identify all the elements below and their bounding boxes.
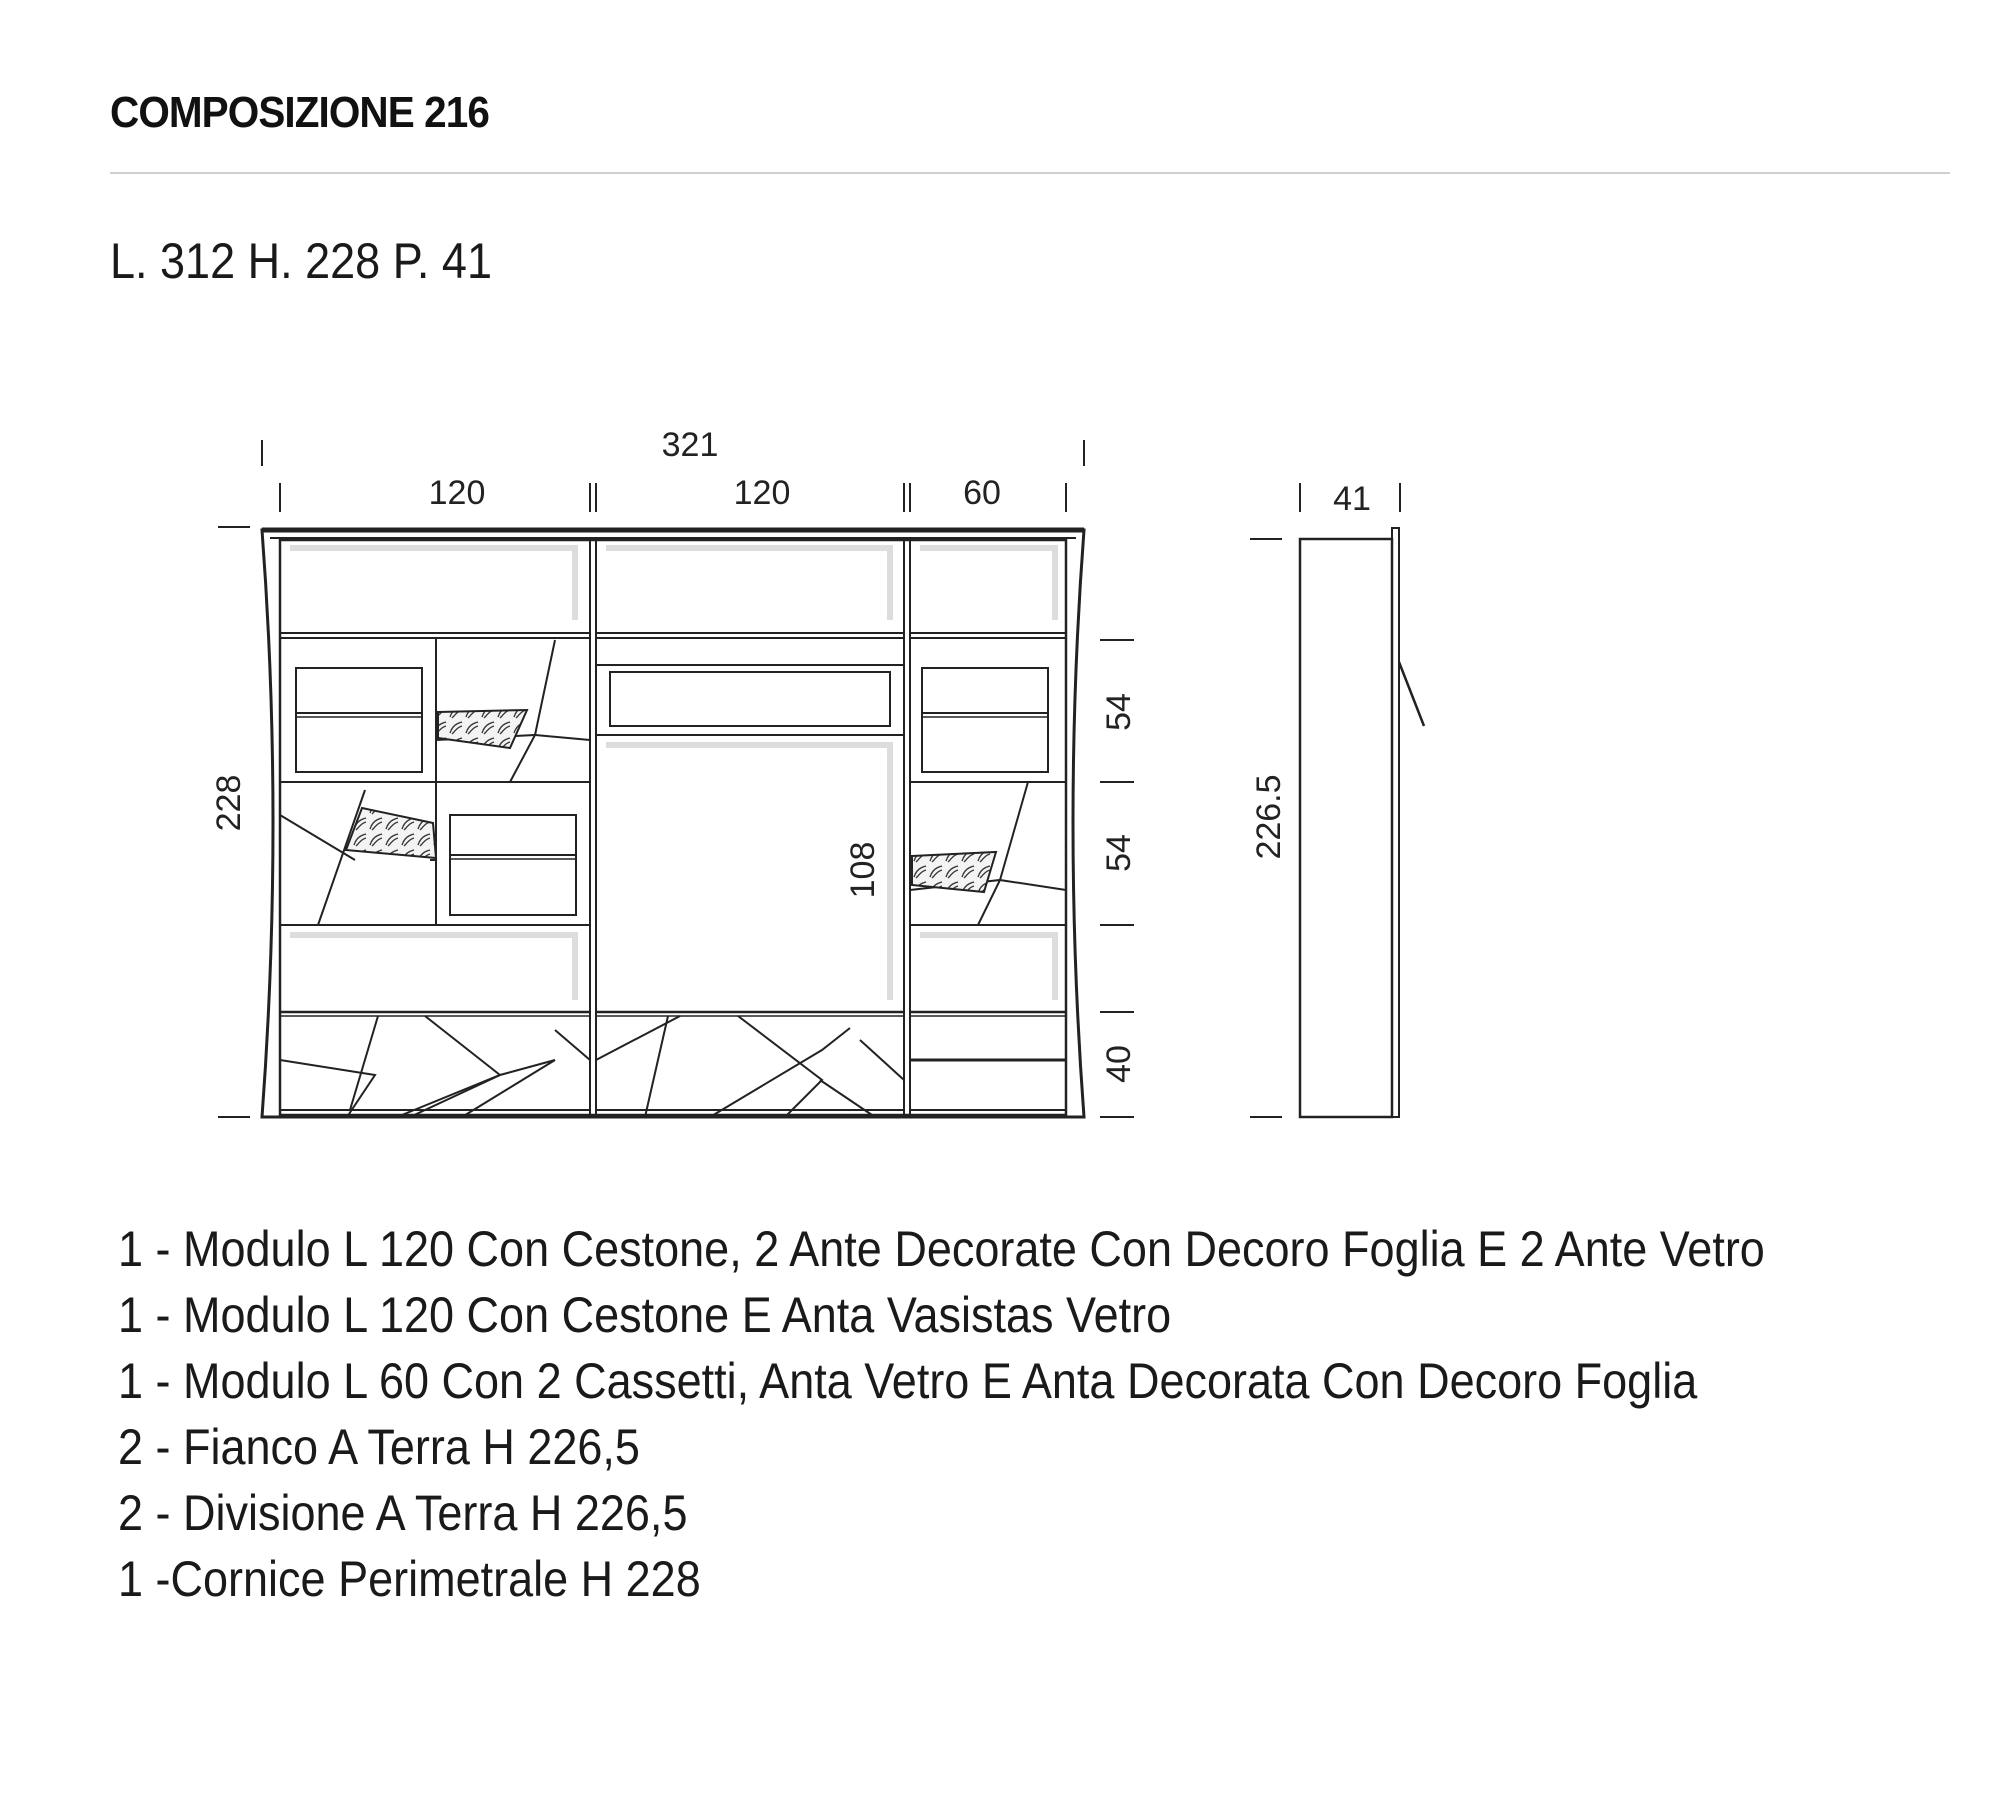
dim-width-module-1: 120 xyxy=(428,474,486,512)
list-item: 1 - Modulo L 120 Con Cestone E Anta Vasistas Vetro xyxy=(118,1287,1172,1343)
overall-dimensions: L. 312 H. 228 P. 41 xyxy=(110,233,492,289)
page-title: COMPOSIZIONE 216 xyxy=(110,88,489,137)
dim-total-width: 321 xyxy=(661,426,719,464)
list-item: 2 - Divisione A Terra H 226,5 xyxy=(118,1485,688,1541)
dim-width-module-2: 120 xyxy=(733,474,791,512)
dim-right-height-1: 54 xyxy=(1100,693,1138,731)
list-item: 1 - Modulo L 60 Con 2 Cassetti, Anta Vetro E Anta Decorata Con Decoro Foglia xyxy=(118,1353,1698,1409)
dim-right-height-2: 54 xyxy=(1100,834,1138,872)
dim-center-door-height: 108 xyxy=(844,841,882,899)
list-item: 1 -Cornice Perimetrale H 228 xyxy=(118,1551,701,1607)
composition-list xyxy=(118,1216,1948,1612)
dim-width-module-3: 60 xyxy=(963,474,1001,512)
dim-side-height: 226.5 xyxy=(1250,774,1288,860)
list-item: 1 - Modulo L 120 Con Cestone, 2 Ante Decorate Con Decoro Foglia E 2 Ante Vetro xyxy=(118,1221,1765,1277)
list-item: 2 - Fianco A Terra H 226,5 xyxy=(118,1419,640,1475)
dim-right-height-3: 40 xyxy=(1100,1045,1138,1083)
dim-side-depth: 41 xyxy=(1333,480,1371,518)
dim-total-height: 228 xyxy=(210,774,248,832)
front-view xyxy=(218,440,1134,1117)
